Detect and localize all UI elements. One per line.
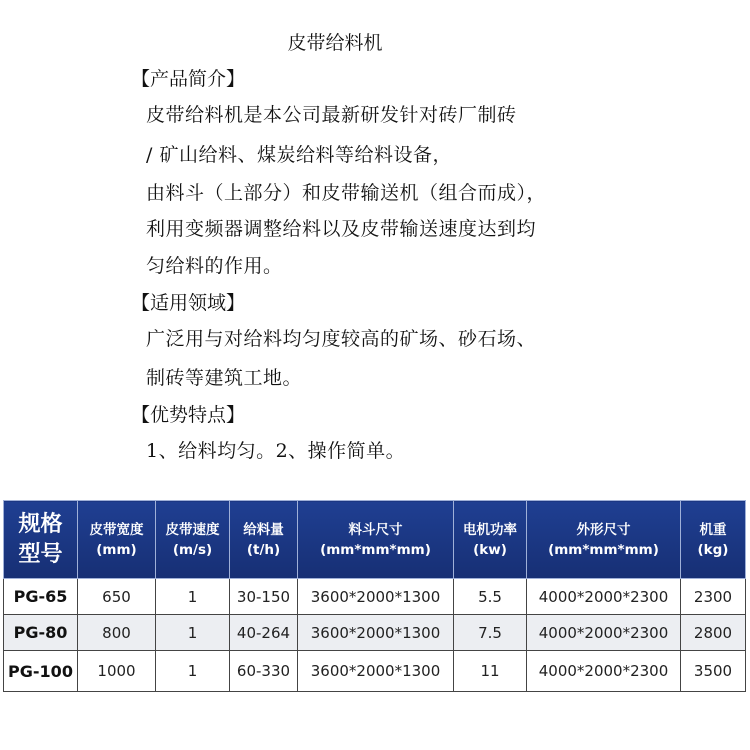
cell-hopper-size: 3600*2000*1300 (298, 651, 454, 692)
cell-feed-rate: 60-330 (230, 651, 298, 692)
header-belt-width: 皮带宽度 (mm) (78, 501, 156, 579)
intro-line-5: 匀给料的作用。 (146, 255, 283, 277)
header-belt-speed: 皮带速度 (m/s) (156, 501, 230, 579)
header-weight: 机重 (kg) (681, 501, 746, 579)
cell-model: PG-100 (4, 651, 78, 692)
table-row (4, 615, 746, 651)
cell-feed-rate: 40-264 (230, 615, 298, 651)
cell-belt-speed: 1 (156, 651, 230, 692)
intro-line-2: / 矿山给料、煤炭给料等给料设备， (146, 144, 452, 166)
table-row (4, 651, 746, 692)
cell-hopper-size: 3600*2000*1300 (298, 615, 454, 651)
header-overall-size: 外形尺寸 (mm*mm*mm) (527, 501, 681, 579)
intro-line-4: 利用变频器调整给料以及皮带输送速度达到均 (146, 218, 537, 240)
cell-motor-power: 11 (454, 651, 527, 692)
header-model: 规格 型号 (4, 501, 78, 579)
cell-weight: 3500 (681, 651, 746, 692)
cell-motor-power: 7.5 (454, 615, 527, 651)
table-header-row (4, 501, 746, 579)
intro-line-3: 由料斗（上部分）和皮带输送机（组合而成）， (146, 182, 547, 204)
document-title: 皮带给料机 (287, 32, 383, 54)
cell-weight: 2800 (681, 615, 746, 651)
header-motor-power: 电机功率 (kw) (454, 501, 527, 579)
application-line-2: 制砖等建筑工地。 (146, 367, 303, 389)
cell-motor-power: 5.5 (454, 579, 527, 615)
header-hopper-size: 料斗尺寸 (mm*mm*mm) (298, 501, 454, 579)
header-feed-rate: 给料量 (t/h) (230, 501, 298, 579)
cell-model: PG-65 (4, 579, 78, 615)
cell-belt-width: 1000 (78, 651, 156, 692)
cell-weight: 2300 (681, 579, 746, 615)
table-row (4, 579, 746, 615)
cell-belt-speed: 1 (156, 615, 230, 651)
application-line-1: 广泛用与对给料均匀度较高的矿场、砂石场、 (146, 328, 537, 350)
cell-overall-size: 4000*2000*2300 (527, 651, 681, 692)
cell-belt-width: 650 (78, 579, 156, 615)
application-heading: 【适用领域】 (131, 292, 246, 314)
intro-line-1: 皮带给料机是本公司最新研发针对砖厂制砖 (146, 104, 517, 126)
cell-model: PG-80 (4, 615, 78, 651)
cell-feed-rate: 30-150 (230, 579, 298, 615)
cell-belt-width: 800 (78, 615, 156, 651)
intro-heading: 【产品简介】 (131, 68, 246, 90)
advantages-heading: 【优势特点】 (131, 404, 246, 426)
spec-table (3, 500, 746, 692)
cell-belt-speed: 1 (156, 579, 230, 615)
advantages-line-1: 1、给料均匀。2、操作简单。 (146, 440, 406, 462)
cell-overall-size: 4000*2000*2300 (527, 615, 681, 651)
cell-hopper-size: 3600*2000*1300 (298, 579, 454, 615)
cell-overall-size: 4000*2000*2300 (527, 579, 681, 615)
